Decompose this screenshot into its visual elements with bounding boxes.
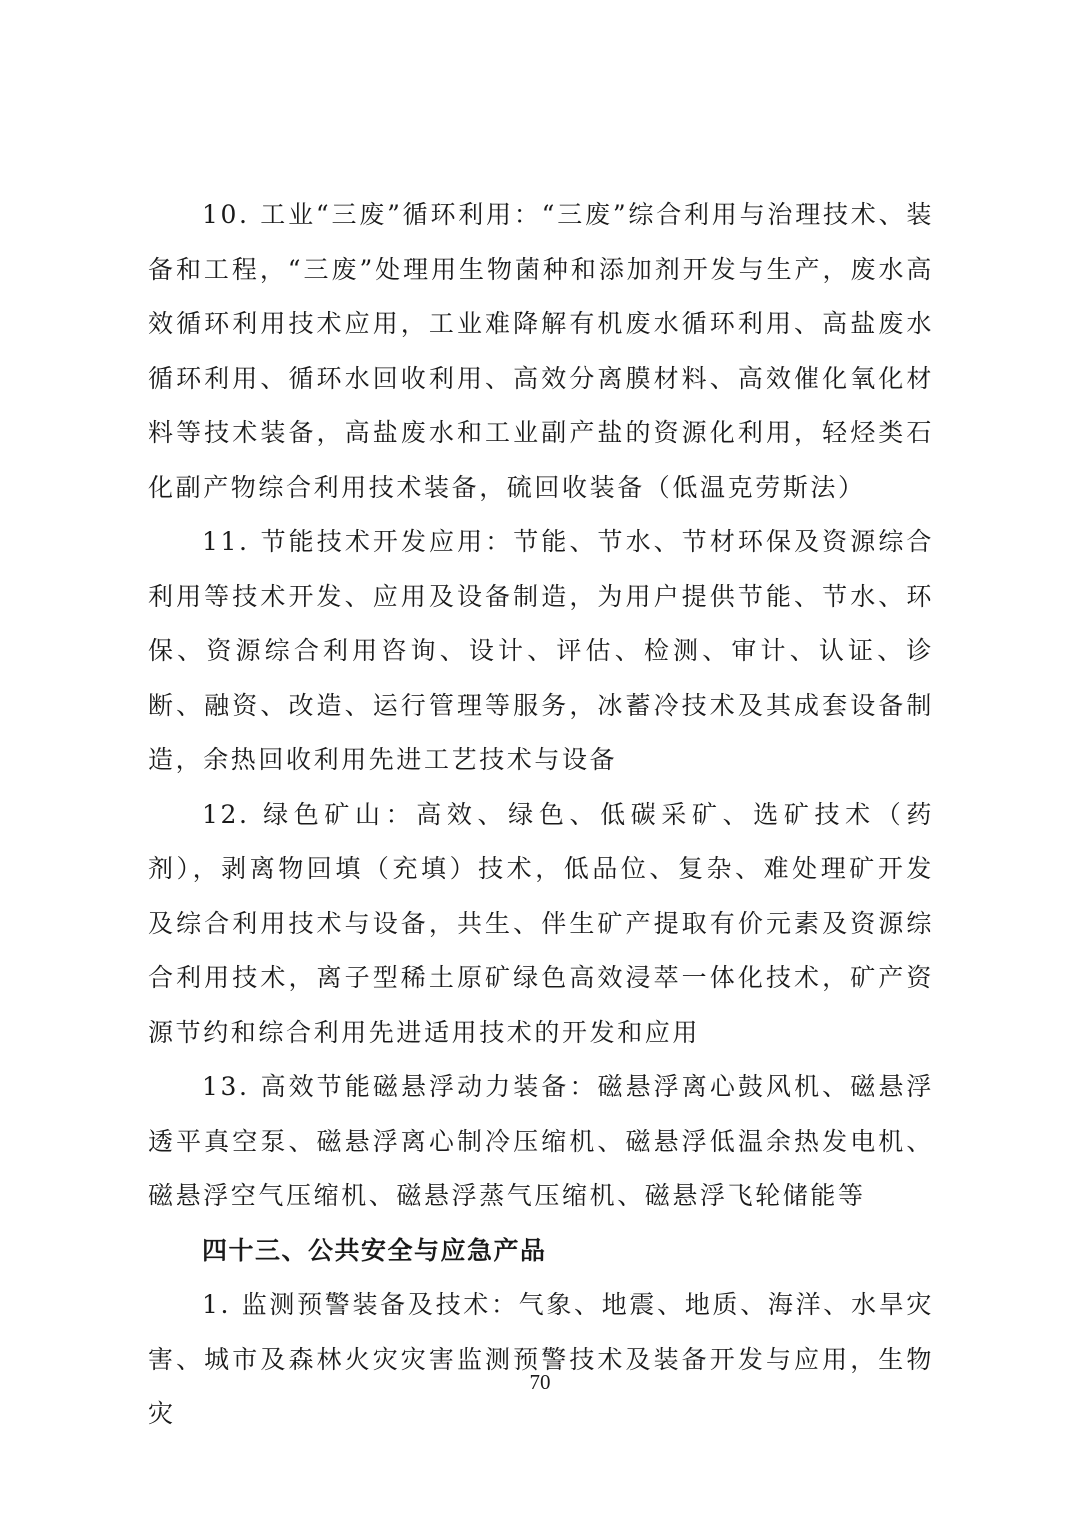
- section-heading: 四十三、公共安全与应急产品: [202, 1235, 547, 1265]
- paragraph-item-13: 13. 高效节能磁悬浮动力装备：磁悬浮离心鼓风机、磁悬浮透平真空泵、磁悬浮离心制冷压缩机、磁悬浮低温余热发电机、磁悬浮空气压缩机、磁悬浮蒸气压缩机、磁悬浮飞轮储能等: [148, 1072, 934, 1210]
- paragraph-item-12: 12. 绿色矿山：高效、绿色、低碳采矿、选矿技术（药剂），剥离物回填（充填）技术，低品位、复杂、难处理矿开发及综合利用技术与设备，共生、伴生矿产提取有价元素及资源综合利用技术，离子型稀土原矿绿色高效浸萃一体化技术，矿产资源节约和综合利用先进适用技术的开发和应用: [148, 799, 934, 1047]
- paragraph-item-11: 11. 节能技术开发应用：节能、节水、节材环保及资源综合利用等技术开发、应用及设备制造，为用户提供节能、节水、环保、资源综合利用咨询、设计、评估、检测、审计、认证、诊断、融资、改造、运行管理等服务，冰蓄冷技术及其成套设备制造，余热回收利用先进工艺技术与设备: [148, 527, 934, 774]
- paragraph-item-10: 10. 工业“三废”循环利用：“三废”综合利用与治理技术、装备和工程，“三废”处理用生物菌种和添加剂开发与生产，废水高效循环利用技术应用，工业难降解有机废水循环利用、高盐废水循环利用、循环水回收利用、高效分离膜材料、高效催化氧化材料等技术装备，高盐废水和工业副产盐的资源化利用，轻烃类石化副产物综合利用技术装备，硫回收装备（低温克劳斯法）: [148, 200, 934, 502]
- page-number: 70: [529, 1370, 551, 1394]
- document-body: [148, 188, 934, 1442]
- section-paragraph-item-1: 1. 监测预警装备及技术：气象、地震、地质、海洋、水旱灾害、城市及森林火灾灾害监测预警技术及装备开发与应用，生物灾: [148, 1290, 934, 1428]
